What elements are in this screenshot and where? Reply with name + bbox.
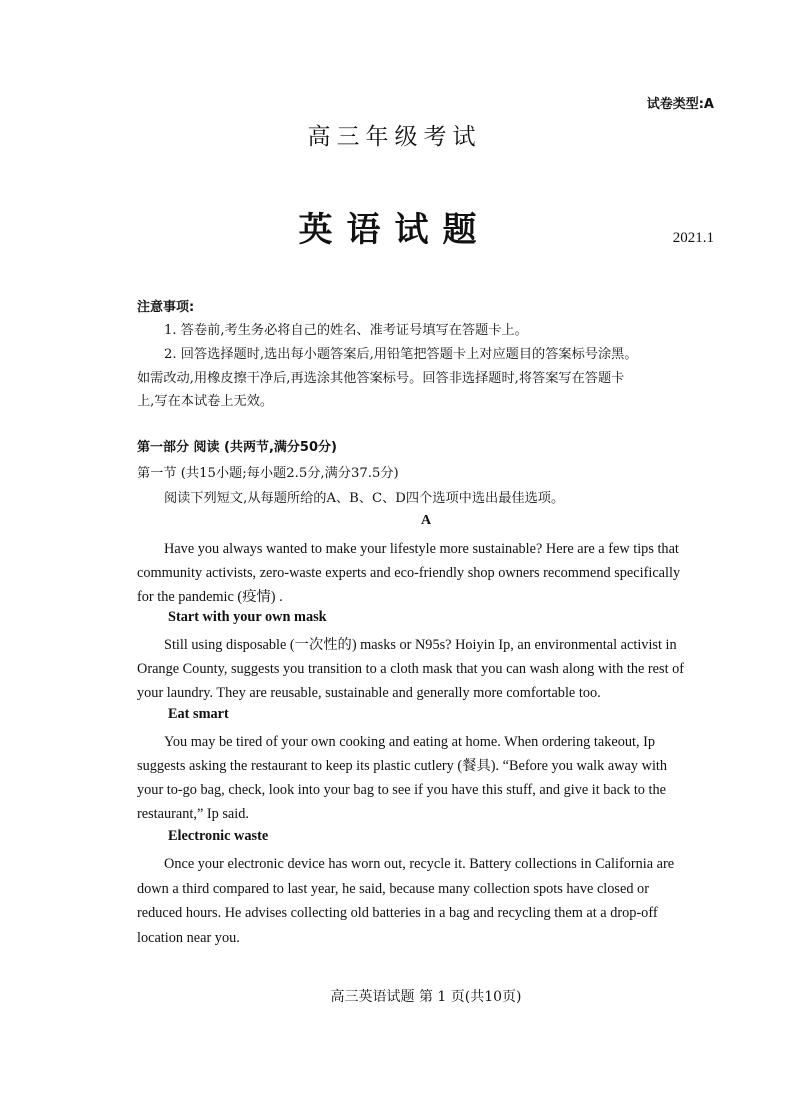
section-title: 第一部分 阅读 (共两节,满分50分) — [137, 440, 337, 455]
passage-p2-line-2: suggests asking the restaurant to keep its plastic cutlery (餐具). “Before you walk away with — [137, 758, 668, 774]
passage-intro-line-1: Have you always wanted to make your lifestyle more sustainable? Here are a few tips that — [164, 541, 679, 557]
notes-item-2-line-3: 上,写在本试卷上无效。 — [137, 394, 274, 409]
page-footer: 高三英语试题 第 1 页(共10页) — [330, 989, 522, 1005]
exam-date: 2021.1 — [672, 230, 714, 246]
passage-p3-line-3: reduced hours. He advises collecting old batteries in a bag and recycling them at a drop-off — [137, 905, 658, 921]
passage-label: A — [420, 513, 432, 528]
passage-p1-line-1: Still using disposable (一次性的) masks or N95s? Hoiyin Ip, an environmental activist in — [164, 637, 677, 653]
passage-p1-line-2: Orange County, suggests you transition to a cloth mask that you can wash along with the rest of — [137, 661, 685, 677]
passage-heading-electronic: Electronic waste — [168, 828, 269, 844]
notes-item-1: 1. 答卷前,考生务必将自己的姓名、准考证号填写在答题卡上。 — [164, 323, 528, 338]
exam-name-heading: 高三年级考试 — [307, 124, 482, 150]
subject-title: 英语试题 — [298, 210, 491, 250]
notes-title: 注意事项: — [137, 300, 195, 315]
passage-p3-line-2: down a third compared to last year, he said, because many collection spots have closed or — [137, 881, 649, 897]
section-instruction: 阅读下列短文,从每题所给的A、B、C、D四个选项中选出最佳选项。 — [164, 491, 565, 506]
passage-intro-line-3: for the pandemic (疫情) . — [137, 589, 283, 605]
subsection-title: 第一节 (共15小题;每小题2.5分,满分37.5分) — [137, 466, 399, 481]
passage-heading-eat: Eat smart — [168, 706, 229, 722]
passage-p2-line-3: your to-go bag, check, look into your bag to see if you have this stuff, and give it back to the — [137, 782, 666, 798]
passage-heading-mask: Start with your own mask — [168, 609, 327, 625]
notes-item-2-line-2: 如需改动,用橡皮擦干净后,再选涂其他答案标号。回答非选择题时,将答案写在答题卡 — [137, 371, 625, 386]
passage-p1-line-3: your laundry. They are reusable, sustainable and generally more comfortable too. — [137, 685, 601, 701]
paper-type-label: 试卷类型:A — [646, 97, 714, 112]
passage-p3-line-1: Once your electronic device has worn out, recycle it. Battery collections in California are — [164, 856, 675, 872]
passage-intro-line-2: community activists, zero-waste experts and eco-friendly shop owners recommend specifically — [137, 565, 681, 581]
passage-p2-line-1: You may be tired of your own cooking and eating at home. When ordering takeout, Ip — [164, 734, 656, 750]
passage-p3-line-4: location near you. — [137, 930, 240, 946]
passage-p2-line-4: restaurant,” Ip said. — [137, 806, 249, 822]
notes-item-2-line-1: 2. 回答选择题时,选出每小题答案后,用铅笔把答题卡上对应题目的答案标号涂黑。 — [164, 347, 638, 362]
